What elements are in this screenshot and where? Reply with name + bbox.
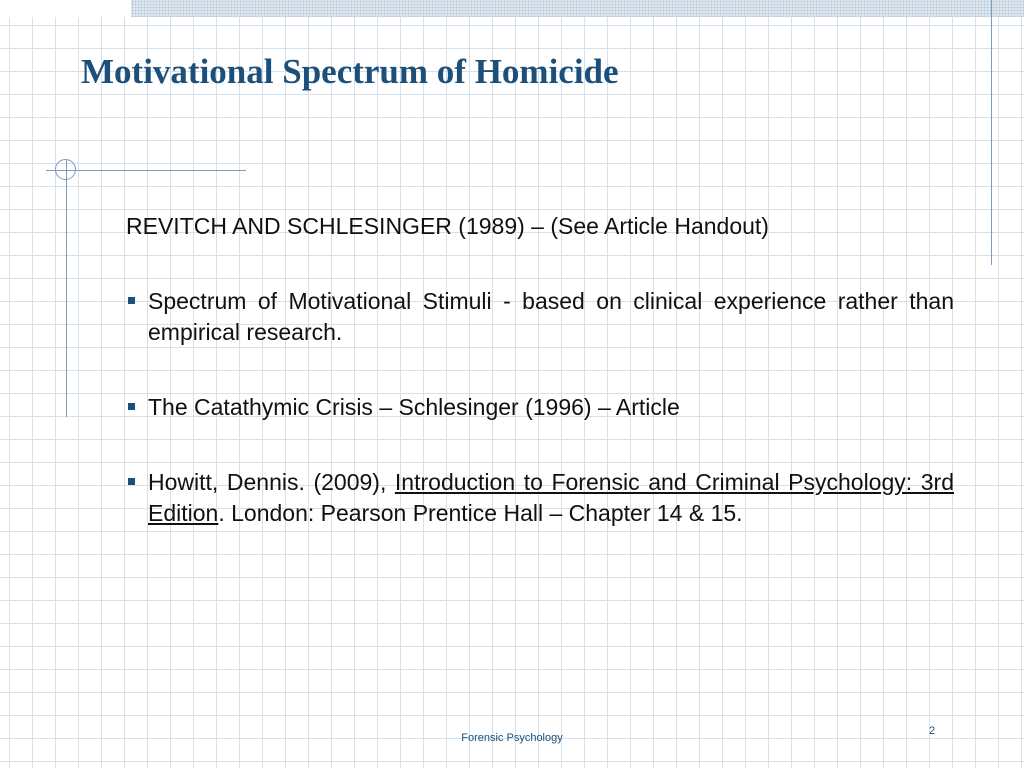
title-divider-line: [46, 170, 246, 171]
book-title: Introduction to Forensic and Criminal Psychology: 3rd Edition: [148, 469, 954, 526]
bullet-item: [126, 286, 954, 348]
bullet-text: Spectrum of Motivational Stimuli - based on clinical experience rather than empirical research.: [148, 288, 954, 345]
bullet-text: The Catathymic Crisis – Schlesinger (1996) – Article: [148, 394, 680, 420]
square-bullet-icon: [128, 478, 135, 485]
left-accent-line: [66, 159, 67, 417]
page-number: 2: [929, 725, 936, 737]
top-dotted-band: [131, 0, 1024, 17]
bullet-text-suffix: . London: Pearson Prentice Hall – Chapter 14 & 15.: [218, 500, 743, 526]
bullet-item: [126, 467, 954, 529]
square-bullet-icon: [128, 403, 135, 410]
slide-title: Motivational Spectrum of Homicide: [81, 52, 619, 91]
right-accent-line: [991, 0, 992, 265]
slide-subtitle: REVITCH AND SCHLESINGER (1989) – (See Article Handout): [126, 213, 769, 239]
square-bullet-icon: [128, 297, 135, 304]
divider-circle: [55, 159, 76, 180]
slide-footer: Forensic Psychology: [461, 732, 563, 744]
bullet-list: [126, 286, 954, 529]
bullet-item: [126, 392, 954, 423]
bullet-text-prefix: Howitt, Dennis. (2009),: [148, 469, 395, 495]
